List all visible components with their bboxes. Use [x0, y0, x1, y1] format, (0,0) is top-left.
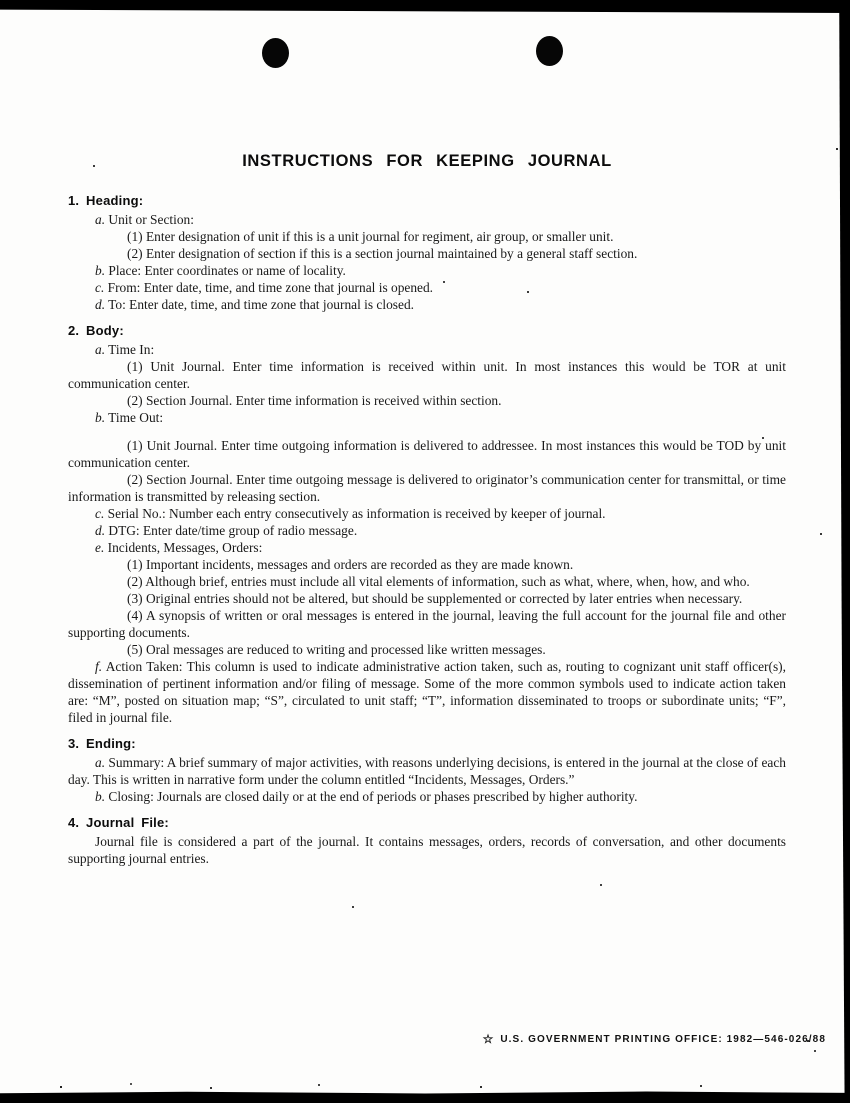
paragraph-label: (2) — [127, 574, 143, 589]
section-heading: 3. Ending: — [68, 736, 136, 751]
document-title: INSTRUCTIONS FOR KEEPING JOURNAL — [242, 152, 612, 170]
paragraph: (2) Enter designation of section if this is a section journal maintained by a general staff section. — [127, 246, 638, 261]
doc-section — [68, 815, 786, 867]
paragraph-label: f. — [95, 659, 103, 674]
paragraph-label: (1) — [127, 557, 143, 572]
section-heading: 1. Heading: — [68, 193, 144, 208]
paragraph-label: (2) — [127, 472, 143, 487]
paragraph-label: d. — [95, 297, 106, 312]
paragraph-label: a. — [95, 755, 106, 770]
paragraph: e. Incidents, Messages, Orders: — [95, 540, 263, 555]
section-heading: 4. Journal File: — [68, 815, 169, 830]
paragraph-label: b. — [95, 410, 106, 425]
paragraph: (1) Important incidents, messages and orders are recorded as they are made known. — [127, 557, 574, 572]
star-icon: ☆ — [482, 1032, 494, 1046]
paragraph: b. Place: Enter coordinates or name of locality. — [95, 263, 346, 278]
paragraph: b. Time Out: — [95, 410, 164, 425]
paragraph: (5) Oral messages are reduced to writing and processed like written messages. — [127, 642, 546, 657]
paragraph-label: a. — [95, 212, 106, 227]
paragraph: (1) Enter designation of unit if this is a unit journal for regiment, air group, or smaller unit. — [127, 229, 614, 244]
doc-section — [68, 323, 786, 726]
paragraph-label: e. — [95, 540, 105, 555]
paragraph: a. Summary: A brief summary of major activities, with reasons underlying decisions, is entered in the journal at the close of each day. This is written in narrative form under the column entitled “Incidents, Messages, Orders.” — [68, 755, 786, 787]
scan-edge-top — [0, 0, 850, 13]
paragraph: b. Closing: Journals are closed daily or at the end of periods or phases prescribed by higher authority. — [95, 789, 638, 804]
paragraph: (2) Section Journal. Enter time outgoing message is delivered to originator’s communication center for transmittal, or time information is transmitted by releasing section. — [68, 472, 786, 504]
paragraph-label: (2) — [127, 393, 143, 408]
paragraph-label: (4) — [127, 608, 143, 623]
doc-section — [68, 193, 786, 313]
paragraph: (1) Unit Journal. Enter time information is received within unit. In most instances this would be TOR at unit communication center. — [68, 359, 786, 391]
paragraph: a. Time In: — [95, 342, 155, 357]
paragraph: d. To: Enter date, time, and time zone that journal is closed. — [95, 297, 414, 312]
doc-section — [68, 736, 786, 805]
punch-hole-left — [262, 38, 289, 68]
paragraph-label: (1) — [127, 438, 143, 453]
section-heading: 2. Body: — [68, 323, 124, 338]
paragraph: a. Unit or Section: — [95, 212, 194, 227]
paragraph-label: c. — [95, 506, 105, 521]
paragraph-label: a. — [95, 342, 106, 357]
paragraph: (1) Unit Journal. Enter time outgoing information is delivered to addressee. In most instances this would be TOD by unit communication center. — [68, 438, 786, 470]
scan-speckles — [0, 0, 2, 2]
paragraph: c. Serial No.: Number each entry consecutively as information is received by keeper of journal. — [95, 506, 606, 521]
sections-container — [68, 193, 786, 867]
paragraph-label: (3) — [127, 591, 143, 606]
gpo-footer-text: U.S. GOVERNMENT PRINTING OFFICE: 1982—546-026/88 — [500, 1034, 826, 1045]
paragraph-label: b. — [95, 263, 106, 278]
paragraph: d. DTG: Enter date/time group of radio message. — [95, 523, 358, 538]
scan-edge-right — [838, 0, 850, 1103]
paragraph: (3) Original entries should not be altered, but should be supplemented or corrected by later entries when necessary. — [127, 591, 743, 606]
paragraph: (4) A synopsis of written or oral messages is entered in the journal, leaving the full account for the journal file and other supporting documents. — [68, 608, 786, 640]
paragraph-label: (1) — [127, 229, 143, 244]
paragraph-label: c. — [95, 280, 105, 295]
paragraph: Journal file is considered a part of the journal. It contains messages, orders, records of conversation, and other documents supporting journal entries. — [68, 834, 786, 866]
paragraph: c. From: Enter date, time, and time zone that journal is opened. — [95, 280, 434, 295]
paragraph-label: (1) — [127, 359, 143, 374]
document-body — [68, 152, 786, 867]
paragraph: f. Action Taken: This column is used to indicate administrative action taken, such as, routing to cognizant unit staff officer(s), dissemination of pertinent information and/or filing of message. Some of the more common symbols used to indicate action taken are: “M”, posted on situation map; “S”, circulated to unit staff; “T”, information disseminated to troops or subordinate units; “F”, filed in journal file. — [68, 659, 786, 725]
paragraph: (2) Section Journal. Enter time information is received within section. — [127, 393, 502, 408]
paragraph-label: b. — [95, 789, 106, 804]
paragraph-label: (5) — [127, 642, 143, 657]
scan-edge-bottom — [0, 1089, 850, 1103]
punch-hole-right — [536, 36, 563, 66]
paragraph: (2) Although brief, entries must include all vital elements of information, such as what, where, when, how, and who. — [127, 574, 750, 589]
gpo-footer — [483, 1032, 826, 1046]
paragraph-label: d. — [95, 523, 106, 538]
paragraph-label: (2) — [127, 246, 143, 261]
